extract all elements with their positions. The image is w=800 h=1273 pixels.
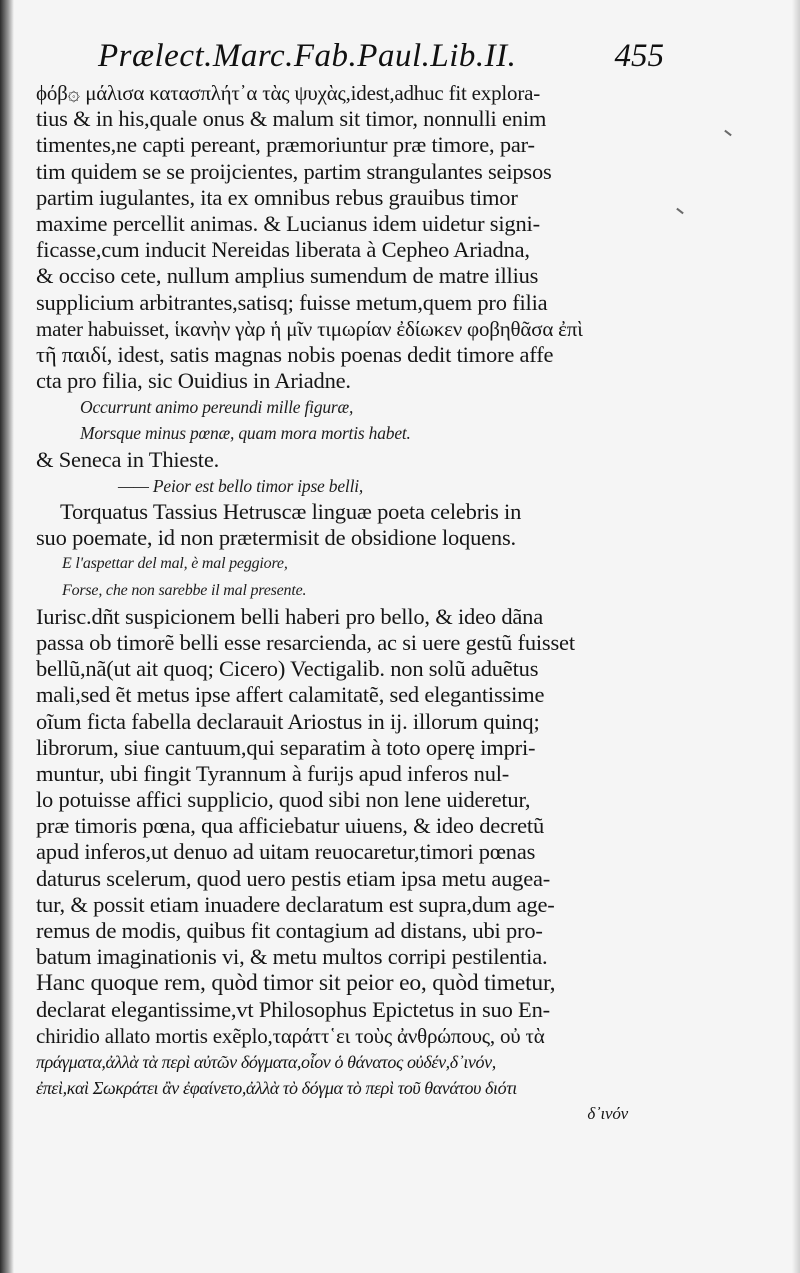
binding-shadow: [0, 0, 14, 1273]
text-line: ϕόβ۞ μάλισα κατασπλήτ᾽α τὰς ψυχὰς,idest,adhuc fit explora-: [36, 81, 541, 105]
text-line: chiridio allato mortis exẽplo,ταράττ῾ει τοὺς ἀνθρώπους, οὐ τὰ: [36, 1023, 545, 1048]
text-line: librorum, siue cantuum,qui separatim à toto operę impri-: [36, 734, 536, 760]
text-line: maxime percellit animas. & Lucianus idem uidetur signi-: [36, 210, 540, 236]
page-number: 455: [614, 38, 664, 74]
text-line: suo poemate, id non prætermisit de obsidione loquens.: [36, 525, 516, 551]
text-line: & Seneca in Thieste.: [36, 446, 220, 472]
text-line: Forse, che non sarebbe il mal presente.: [62, 581, 307, 599]
text-line: E l'aspettar del mal, è mal peggiore,: [62, 555, 288, 573]
text-line: passa ob timorẽ belli esse resarcienda, ac si uere gestũ fuisset: [36, 629, 575, 655]
text-line: oĩum ficta fabella declarauit Ariostus in ij. illorum quinq;: [36, 708, 540, 734]
text-line: apud inferos,ut denuo ad uitam reuocaretur,timori pœnas: [36, 839, 536, 865]
running-head: Prælect.Marc.Fab.Paul.Lib.II.: [98, 38, 517, 74]
text-line: partim iugulantes, ita ex omnibus rebus grauibus timor: [36, 184, 518, 210]
margin-mark: [676, 208, 684, 215]
text-line: declarat elegantissime,vt Philosophus Epictetus in suo En-: [36, 996, 550, 1022]
text-line: tur, & possit etiam inuadere declaratum est supra,dum age-: [36, 891, 555, 917]
text-line: δ᾽ινόν: [587, 1104, 628, 1124]
text-line: mali,sed ẽt metus ipse affert calamitatẽ, sed elegantissime: [36, 682, 545, 708]
page-edge: [792, 0, 800, 1273]
text-line: πράγματα,ἀλλὰ τὰ περὶ αὐτῶν δόγματα,οἷον ὁ θάνατος οὐδέν,δ᾽ινόν,: [36, 1051, 496, 1072]
text-line: timentes,ne capti pereant, præmoriuntur præ timore, par-: [36, 132, 535, 158]
text-line: lo potuisse affici supplicio, quod sibi non lene uideretur,: [36, 787, 531, 813]
text-line: remus de modis, quibus fit contagium ad distans, ubi pro-: [36, 918, 543, 943]
text-line: Hanc quoque rem, quòd timor sit peior eo, quòd timetur,: [36, 970, 556, 997]
text-line: Occurrunt animo pereundi mille figuræ,: [80, 397, 354, 418]
text-line: daturus scelerum, quod uero pestis etiam ipsa metu augea-: [36, 865, 551, 891]
text-line: bellũ,nã(ut ait quoq; Cicero) Vectigalib. non solũ aduẽtus: [36, 656, 539, 682]
text-line: tim quidem se se proijcientes, partim strangulantes seipsos: [36, 158, 552, 184]
margin-mark: [724, 130, 732, 137]
body-text: [36, 80, 656, 1128]
text-line: Iurisc.dñt suspicionem belli haberi pro bello, & ideo dãna: [36, 603, 544, 629]
text-line: batum imaginationis vi, & metu multos corripi pestilentia.: [36, 944, 548, 970]
text-line: & occiso cete, nullum amplius sumendum de matre illius: [36, 263, 539, 289]
page-header: [90, 30, 670, 82]
text-line: muntur, ubi fingit Tyrannum à furijs apud inferos nul-: [36, 760, 510, 786]
text-line: mater habuisset, ἱκανὴν γὰρ ἡ μῖν τιμωρίαν ἐδίωκεν φοβηθᾶσα ἐπὶ: [36, 316, 583, 341]
text-line: —— Peior est bello timor ipse belli,: [118, 475, 364, 496]
text-line: supplicium arbitrantes,satisq; fuisse metum,quem pro filia: [36, 289, 548, 315]
text-line: τῆ παιδί, idest, satis magnas nobis poenas dedit timore affe: [36, 341, 554, 367]
text-line: ἐπεὶ,καὶ Σωκράτει ἂν ἐφαίνετο,ἀλλὰ τὸ δόγμα τὸ περὶ τοῦ θανάτου διότι: [36, 1078, 517, 1099]
text-line: Torquatus Tassius Hetruscæ linguæ poeta celebris in: [60, 499, 522, 524]
text-line: ficasse,cum inducit Nereidas liberata à Cepheo Ariadna,: [36, 237, 530, 263]
text-line: cta pro filia, sic Ouidius in Ariadne.: [36, 368, 351, 394]
text-line: præ timoris pœna, qua afficiebatur uiuens, & ideo decretũ: [36, 813, 545, 839]
text-line: tius & in his,quale onus & malum sit timor, nonnulli enim: [36, 106, 547, 132]
text-line: Morsque minus pœnæ, quam mora mortis habet.: [80, 423, 411, 444]
